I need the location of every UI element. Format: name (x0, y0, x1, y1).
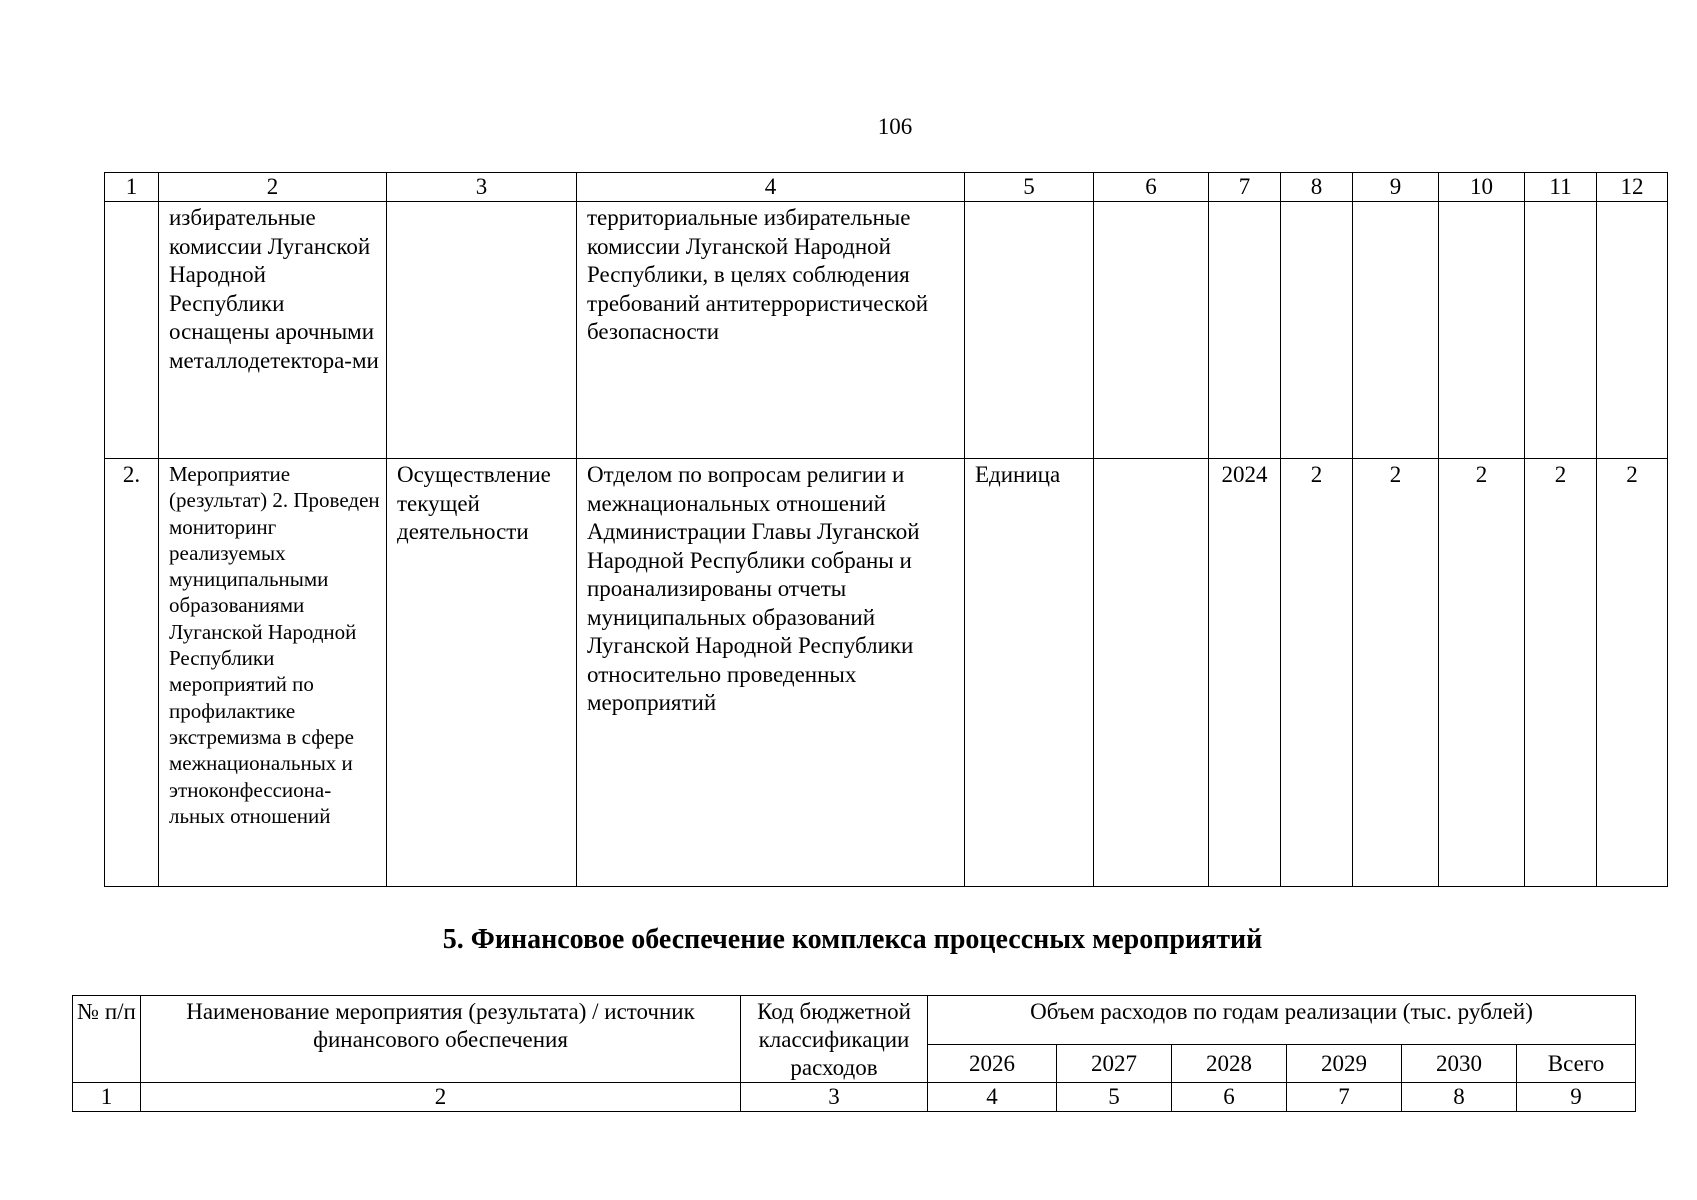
empty-cell (1094, 459, 1209, 887)
column-number: 10 (1439, 173, 1525, 202)
row-number-cell: 2. (105, 459, 159, 887)
value-cell: 2 (1525, 459, 1597, 887)
table-row-continued (105, 202, 1668, 459)
header-num: № п/п (73, 996, 141, 1083)
column-number: 9 (1353, 173, 1439, 202)
header-year: 2029 (1287, 1045, 1402, 1083)
column-number: 12 (1597, 173, 1668, 202)
header-total: Всего (1517, 1045, 1636, 1083)
column-number: 1 (73, 1083, 141, 1112)
header-year: 2028 (1172, 1045, 1287, 1083)
year-cell: 2024 (1209, 459, 1281, 887)
column-number: 6 (1172, 1083, 1287, 1112)
financing-table (72, 995, 1636, 1112)
value-cell: 2 (1353, 459, 1439, 887)
page-number: 106 (877, 114, 913, 139)
column-number: 5 (965, 173, 1094, 202)
value-cell: 2 (1597, 459, 1668, 887)
header-row (73, 996, 1636, 1045)
unit-cell: Единица (965, 459, 1094, 887)
column-number: 3 (741, 1083, 928, 1112)
header-year: 2026 (928, 1045, 1057, 1083)
column-number-row (105, 173, 1668, 202)
section-title: 5. Финансовое обеспечение комплекса процессных мероприятий (442, 924, 1263, 955)
column-number: 8 (1281, 173, 1353, 202)
column-number: 6 (1094, 173, 1209, 202)
header-code: Код бюджетной классификации расходов (741, 996, 928, 1083)
column-number-row (73, 1083, 1636, 1112)
header-year: 2030 (1402, 1045, 1517, 1083)
type-cell: Осуществление текущей деятельности (387, 459, 577, 887)
header-name: Наименование мероприятия (результата) / источник финансового обеспечения (141, 996, 741, 1083)
description-cell: территориальные избирательные комиссии Луганской Народной Республики, в целях соблюдения требований антитеррористической безопасности (577, 202, 965, 459)
value-cell: 2 (1281, 459, 1353, 887)
value-cell: 2 (1439, 459, 1525, 887)
result-name-cell: избирательные комиссии Луганской Народной Республики оснащены арочными металлодетектора-ми (159, 202, 387, 459)
column-number: 4 (928, 1083, 1057, 1112)
column-number: 9 (1517, 1083, 1636, 1112)
column-number: 2 (159, 173, 387, 202)
table-row (105, 459, 1668, 887)
column-number: 3 (387, 173, 577, 202)
column-number: 2 (141, 1083, 741, 1112)
column-number: 7 (1287, 1083, 1402, 1112)
header-volume: Объем расходов по годам реализации (тыс. рублей) (928, 996, 1636, 1045)
column-number: 11 (1525, 173, 1597, 202)
column-number: 1 (105, 173, 159, 202)
indicators-table (104, 172, 1668, 887)
result-name-cell: Мероприятие (результат) 2. Проведен мониторинг реализуемых муниципальными образованиями Луганской Народной Республики мероприятий по профилактике экстремизма в сфере межнациональных и этноконфессиона-льных отношений (159, 459, 387, 887)
header-year: 2027 (1057, 1045, 1172, 1083)
column-number: 5 (1057, 1083, 1172, 1112)
column-number: 8 (1402, 1083, 1517, 1112)
column-number: 7 (1209, 173, 1281, 202)
column-number: 4 (577, 173, 965, 202)
description-cell: Отделом по вопросам религии и межнациональных отношений Администрации Главы Луганской Народной Республики собраны и проанализированы отчеты муниципальных образований Луганской Народной Республики относительно проведенных мероприятий (577, 459, 965, 887)
